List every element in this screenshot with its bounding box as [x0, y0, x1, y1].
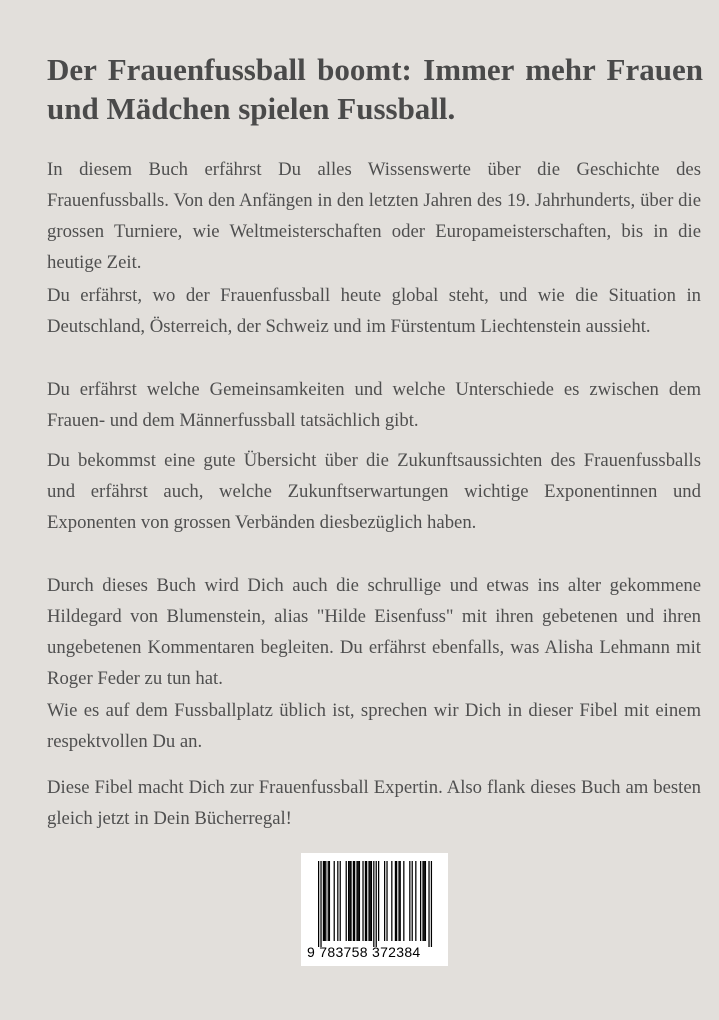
barcode-bar [346, 861, 347, 941]
barcode-bar [428, 861, 429, 947]
barcode-bar [353, 861, 354, 941]
barcode-bar [420, 861, 421, 941]
barcode-bar [398, 861, 399, 941]
barcode-bar [324, 861, 325, 941]
barcode-bar [356, 861, 357, 941]
barcode-bar [376, 861, 377, 947]
barcode-bar [329, 861, 330, 941]
barcode-bar [318, 861, 319, 947]
barcode-bar [425, 861, 426, 941]
barcode-bar [403, 861, 404, 941]
barcode-bar [391, 861, 392, 941]
barcode-bar [378, 861, 379, 941]
barcode-bar [431, 861, 432, 947]
barcode-bar [409, 861, 410, 941]
barcode-bar [334, 861, 335, 941]
headline: Der Frauenfussball boomt: Immer mehr Frauen und Mädchen spielen Fussball. [47, 52, 703, 126]
barcode-bar [415, 861, 416, 941]
barcode-bar [368, 861, 369, 941]
barcode-bar [320, 861, 321, 947]
barcode-bar [350, 861, 351, 941]
paragraph-global-situation: Du erfährst, wo der Frauenfussball heute global steht, und wie die Situation in Deutschland, Österreich, der Schweiz und im Fürstentum Liechtenstein aussieht. [47, 285, 701, 337]
paragraph-hilde-eisenfuss: Durch dieses Buch wird Dich auch die schrullige und etwas ins alter gekommene Hildegard von Blumenstein, alias "Hilde Eisenfuss" mit ihren gebetenen und ihren ungebetenen Kommentaren begleiten. Du erfährst ebenfalls, was Alisha Lehmann mit Roger Feder zu tun hat. [47, 575, 701, 689]
barcode-bar [337, 861, 338, 941]
barcode-bar [340, 861, 341, 941]
barcode-bar [359, 861, 360, 941]
paragraph-differences: Du erfährst welche Gemeinsamkeiten und welche Unterschiede es zwischen dem Frauen- und dem Männerfussball tatsächlich gibt. [47, 379, 701, 431]
isbn-number: 9 783758 372384 [307, 944, 421, 960]
barcode-bar [348, 861, 349, 941]
barcode-bar [365, 861, 366, 941]
barcode-bar [366, 861, 367, 941]
paragraph-history: In diesem Buch erfährst Du alles Wissenswerte über die Geschichte des Frauenfussballs. Von den Anfängen in den letzten Jahren des 19. Jahrhunderts, über die grossen Turniere, wie Weltmeisterschaften oder Europameisterschaften, bis in die heutige Zeit. [47, 159, 701, 273]
paragraph-future: Du bekommst eine gute Übersicht über die Zukunftsaussichten des Frauenfussballs und erfährst auch, welche Zukunftserwartungen wichtige Exponentinnen und Exponenten von grossen Verbänden diesbezüglich haben. [47, 450, 701, 533]
barcode-bar [362, 861, 363, 941]
barcode-bar [424, 861, 425, 941]
barcode-bar [349, 861, 350, 941]
barcode-bar [386, 861, 387, 941]
paragraph-expertin: Diese Fibel macht Dich zur Frauenfussball Expertin. Also flank dieses Buch am besten gleich jetzt in Dein Bücherregal! [47, 777, 701, 829]
barcode-bar [400, 861, 401, 941]
isbn-barcode [301, 853, 448, 966]
barcode-bar [358, 861, 359, 941]
paragraph-du-address: Wie es auf dem Fussballplatz üblich ist, sprechen wir Dich in dieser Fibel mit einem respektvollen Du an. [47, 700, 701, 752]
barcode-bar [395, 861, 396, 941]
barcode-bar [323, 861, 324, 941]
barcode-bar [328, 861, 329, 941]
barcode-bar [396, 861, 397, 941]
barcode-bar [370, 861, 371, 941]
barcode-bar [412, 861, 413, 941]
barcode-bar [371, 861, 372, 941]
barcode-bar [354, 861, 355, 941]
barcode-bar [422, 861, 423, 941]
barcode-bar [384, 861, 385, 941]
barcode-bar [373, 861, 374, 947]
barcode-bar [325, 861, 326, 941]
